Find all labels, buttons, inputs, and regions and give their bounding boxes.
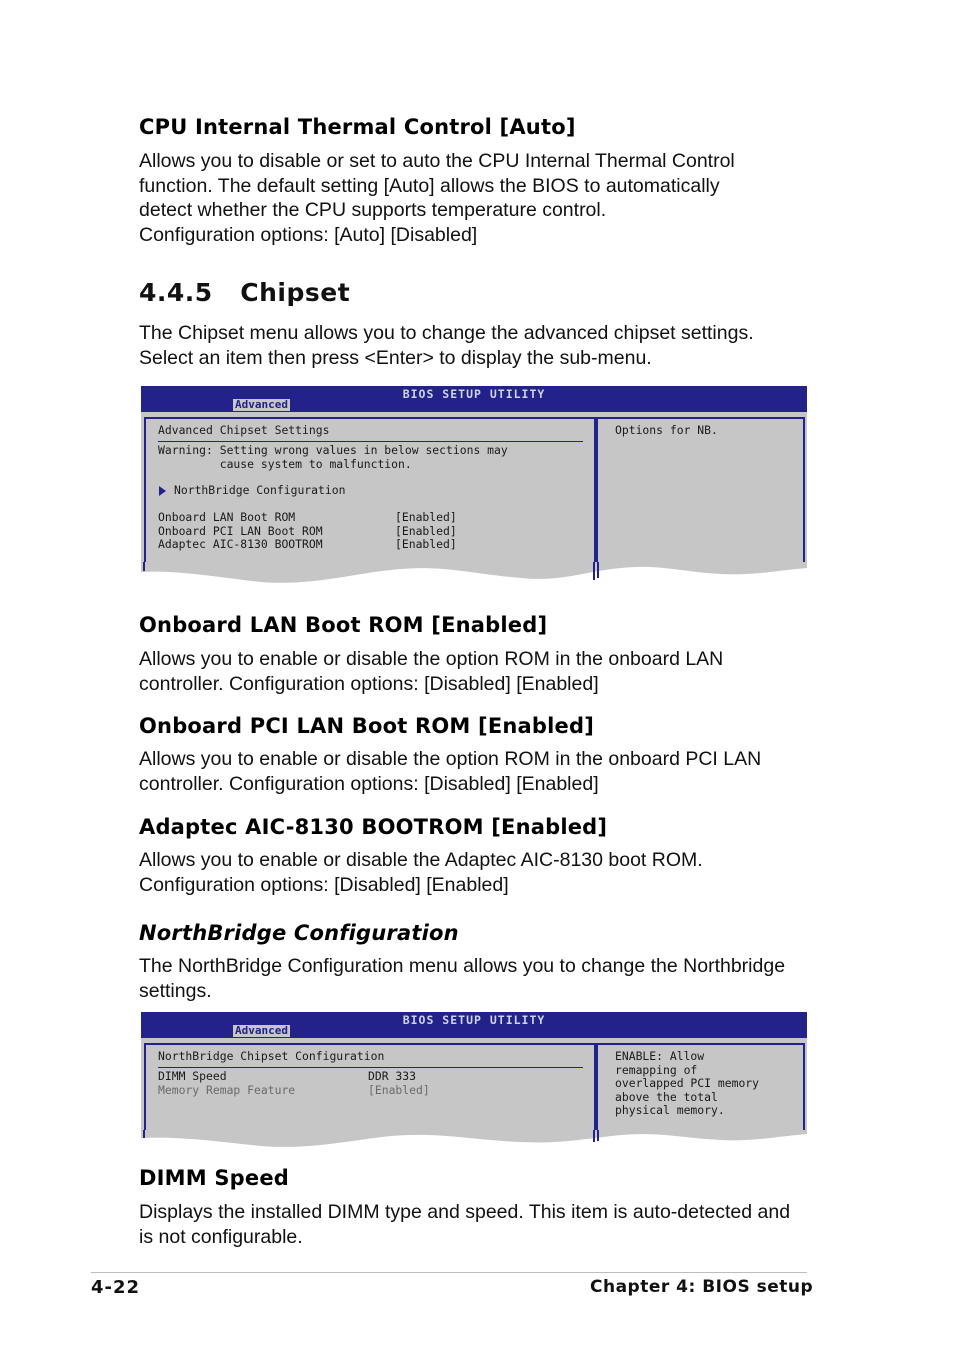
footer-rule xyxy=(91,1272,807,1273)
paragraph-line: Displays the installed DIMM type and speed. This item is auto-detected and xyxy=(139,1201,791,1223)
paragraph-line: The NorthBridge Configuration menu allows you to change the Northbridge xyxy=(139,955,786,977)
chapter-heading-chipset: 4.4.5 Chipset xyxy=(139,278,351,307)
section-heading-cpu-thermal: CPU Internal Thermal Control [Auto] xyxy=(139,115,576,139)
bios-body xyxy=(141,1038,807,1132)
submenu-arrow-icon xyxy=(159,486,166,496)
bios-item-value: DDR 333 xyxy=(368,1069,417,1083)
paragraph-cpu-thermal xyxy=(139,149,819,247)
paragraph-chipset xyxy=(139,321,819,370)
paragraph-lan-boot xyxy=(139,647,819,696)
section-heading-dimm-speed: DIMM Speed xyxy=(139,1166,290,1190)
bios-help-panel xyxy=(596,1043,805,1134)
paragraph-line: is not configurable. xyxy=(139,1225,303,1248)
section-heading-northbridge: NorthBridge Configuration xyxy=(139,921,459,945)
section-heading-adaptec: Adaptec AIC-8130 BOOTROM [Enabled] xyxy=(139,815,608,839)
paragraph-line: Allows you to enable or disable the option ROM in the onboard LAN xyxy=(139,648,724,670)
section-heading-lan-boot: Onboard LAN Boot ROM [Enabled] xyxy=(139,613,548,637)
bios-item-value[interactable]: [Enabled] xyxy=(395,524,457,538)
paragraph-line: The Chipset menu allows you to change the advanced chipset settings. xyxy=(139,322,754,344)
paragraph-line: Select an item then press <Enter> to display the sub-menu. xyxy=(139,346,652,369)
bios-body xyxy=(141,412,807,564)
paragraph-dimm-speed xyxy=(139,1200,819,1249)
bios-help-line: overlapped PCI memory xyxy=(615,1076,760,1090)
bios-title-rule xyxy=(158,1067,583,1068)
page-number: 4-22 xyxy=(91,1277,141,1298)
bios-settings-panel xyxy=(144,1043,596,1134)
bios-warning-line: cause system to malfunction. xyxy=(158,457,412,471)
bios-item-label[interactable]: Onboard PCI LAN Boot ROM xyxy=(158,524,323,538)
bios-item-value[interactable]: [Enabled] xyxy=(395,537,457,551)
bios-settings-panel xyxy=(144,417,596,566)
bios-help-panel xyxy=(596,417,805,566)
bios-item-label[interactable]: Onboard LAN Boot ROM xyxy=(158,510,296,524)
paragraph-northbridge xyxy=(139,954,819,1003)
bios-panel-title: NorthBridge Chipset Configuration xyxy=(158,1049,385,1063)
bios-title-bar xyxy=(141,386,807,412)
paragraph-line: Configuration options: [Disabled] [Enabled] xyxy=(139,873,509,896)
bios-panel-title: Advanced Chipset Settings xyxy=(158,423,330,437)
paragraph-line: controller. Configuration options: [Disabled] [Enabled] xyxy=(139,772,599,795)
torn-edge xyxy=(141,562,807,590)
bios-warning-line: Warning: Setting wrong values in below sections may xyxy=(158,443,508,457)
bios-screenshot-northbridge xyxy=(141,1012,807,1158)
paragraph-line: Allows you to enable or disable the Adaptec AIC-8130 boot ROM. xyxy=(139,849,703,871)
bios-help-text: Options for NB. xyxy=(615,423,718,437)
torn-edge xyxy=(141,1130,807,1158)
bios-item-label[interactable]: DIMM Speed xyxy=(158,1069,227,1083)
paragraph-line: Allows you to disable or set to auto the CPU Internal Thermal Control xyxy=(139,150,735,172)
bios-title: BIOS SETUP UTILITY xyxy=(402,387,546,401)
bios-item-label[interactable]: Adaptec AIC-8130 BOOTROM xyxy=(158,537,323,551)
paragraph-line: Configuration options: [Auto] [Disabled] xyxy=(139,223,478,246)
paragraph-line: Allows you to enable or disable the option ROM in the onboard PCI LAN xyxy=(139,748,762,770)
bios-help-line: above the total xyxy=(615,1090,718,1104)
bios-title-rule xyxy=(158,441,583,442)
bios-help-line: physical memory. xyxy=(615,1103,725,1117)
bios-title: BIOS SETUP UTILITY xyxy=(402,1013,546,1027)
bios-submenu-northbridge[interactable]: NorthBridge Configuration xyxy=(174,483,346,497)
section-heading-pci-lan-boot: Onboard PCI LAN Boot ROM [Enabled] xyxy=(139,714,594,738)
chapter-footer: Chapter 4: BIOS setup xyxy=(590,1277,814,1297)
bios-item-value[interactable]: [Enabled] xyxy=(368,1083,430,1097)
bios-tab-advanced[interactable]: Advanced xyxy=(235,1024,288,1037)
paragraph-adaptec xyxy=(139,848,819,897)
bios-screenshot-chipset xyxy=(141,386,807,590)
bios-item-label[interactable]: Memory Remap Feature xyxy=(158,1083,296,1097)
paragraph-line: function. The default setting [Auto] allows the BIOS to automatically xyxy=(139,174,720,197)
paragraph-line: controller. Configuration options: [Disabled] [Enabled] xyxy=(139,672,599,695)
bios-item-value[interactable]: [Enabled] xyxy=(395,510,457,524)
paragraph-pci-lan-boot xyxy=(139,747,819,796)
bios-help-line: remapping of xyxy=(615,1063,698,1077)
bios-tab-advanced[interactable]: Advanced xyxy=(235,398,288,411)
bios-title-bar xyxy=(141,1012,807,1038)
paragraph-line: detect whether the CPU supports temperature control. xyxy=(139,199,607,221)
bios-help-line: ENABLE: Allow xyxy=(615,1049,705,1063)
paragraph-line: settings. xyxy=(139,979,212,1002)
